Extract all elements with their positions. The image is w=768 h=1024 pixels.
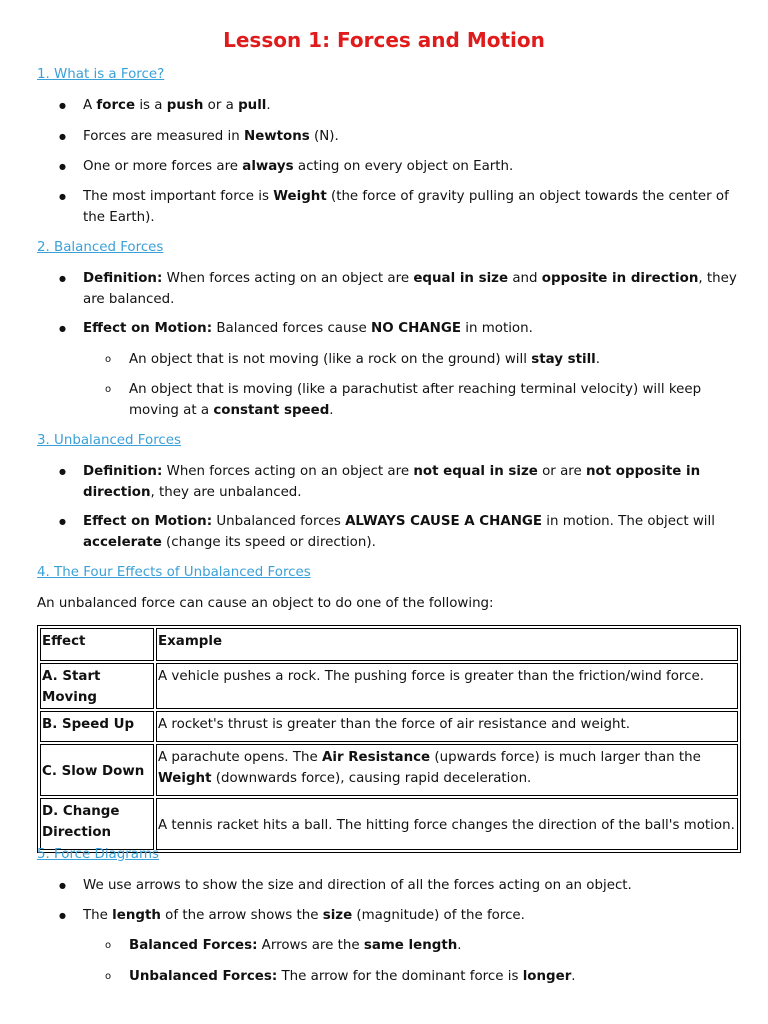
table-row: [40, 744, 738, 796]
text: or are: [537, 464, 586, 479]
text: and: [508, 271, 542, 286]
bullet-weight: [83, 186, 738, 228]
bullet-balanced-effect: [83, 318, 738, 339]
text-bold: constant speed: [213, 403, 330, 418]
subbullet-constant-speed: [129, 379, 738, 421]
column-header-effect: Effect: [40, 628, 154, 661]
text-bold: length: [112, 908, 161, 923]
text: An object that is not moving (like a rock on the ground) will: [129, 352, 532, 367]
page-title: Lesson 1: Forces and Motion: [223, 28, 545, 52]
text-bold: Weight: [158, 771, 212, 786]
table-row: [40, 798, 738, 850]
text-bold: Air Resistance: [321, 750, 431, 765]
subbullet-unbalanced-arrows: [129, 966, 738, 987]
text: Forces are measured in: [83, 129, 244, 144]
text: (magnitude) of the force.: [352, 908, 525, 923]
effect-cell: D. Change Direction: [40, 798, 154, 850]
example-cell: A tennis racket hits a ball. The hitting force changes the direction of the ball's motion.: [156, 798, 738, 850]
text: .: [457, 938, 462, 953]
bullet-balanced-definition: [83, 268, 738, 310]
text: (downwards force), causing rapid deceleration.: [211, 771, 532, 786]
text: .: [329, 403, 334, 418]
subbullet-stay-still: [129, 349, 738, 370]
text: Arrows are the: [257, 938, 364, 953]
text: When forces acting on an object are: [162, 464, 414, 479]
bullet-forces-always: [83, 156, 738, 177]
bullet-arrow-length: [83, 905, 738, 926]
text-bold: Definition:: [83, 271, 163, 286]
subbullet-balanced-arrows: [129, 935, 738, 956]
text: The arrow for the dominant force is: [277, 969, 523, 984]
section-heading-force-diagrams[interactable]: 5. Force Diagrams: [37, 847, 159, 862]
text: , they are balanced.: [83, 271, 737, 307]
text-bold: size: [322, 908, 353, 923]
text-bold: equal in size: [413, 271, 509, 286]
text-bold: pull: [238, 98, 267, 113]
section-heading-balanced-forces[interactable]: 2. Balanced Forces: [37, 240, 164, 255]
text-bold: Balanced Forces:: [129, 938, 258, 953]
example-cell: [156, 744, 738, 796]
section-heading-four-effects[interactable]: 4. The Four Effects of Unbalanced Forces: [37, 565, 311, 580]
text: acting on every object on Earth.: [293, 159, 514, 174]
section-heading-what-is-a-force[interactable]: 1. What is a Force?: [37, 67, 165, 82]
example-cell: A vehicle pushes a rock. The pushing force is greater than the friction/wind force.: [156, 663, 738, 709]
text: An object that is moving (like a parachutist after reaching terminal velocity) will keep moving at a: [129, 382, 702, 418]
effect-cell: A. Start Moving: [40, 663, 154, 709]
effect-cell: B. Speed Up: [40, 711, 154, 742]
text-bold: NO CHANGE: [370, 321, 461, 336]
bullet-force-units: [83, 126, 738, 147]
text: .: [595, 352, 601, 367]
text: The most important force is: [83, 189, 274, 204]
text: One or more forces are: [83, 159, 243, 174]
text-bold: not equal in size: [413, 464, 538, 479]
text-bold: Unbalanced Forces:: [129, 969, 278, 984]
text: The: [83, 908, 113, 923]
text-bold: force: [96, 98, 136, 113]
bullet-unbalanced-effect: [83, 511, 738, 553]
text: in motion.: [460, 321, 533, 336]
text: (N).: [309, 129, 339, 144]
table-row: [40, 663, 738, 709]
section-heading-unbalanced-forces[interactable]: 3. Unbalanced Forces: [37, 433, 182, 448]
text: of the arrow shows the: [160, 908, 323, 923]
text-bold: longer: [522, 969, 572, 984]
text: When forces acting on an object are: [162, 271, 414, 286]
text-bold: same length: [363, 938, 458, 953]
text-bold: stay still: [531, 352, 596, 367]
table-header-row: [40, 628, 738, 661]
text: or a: [203, 98, 239, 113]
text: A parachute opens. The: [158, 750, 322, 765]
text: (change its speed or direction).: [161, 535, 376, 550]
text-bold: Effect on Motion:: [83, 514, 213, 529]
effect-cell: C. Slow Down: [40, 744, 154, 796]
bullet-arrows: [83, 875, 738, 896]
text-bold: accelerate: [83, 535, 162, 550]
text-bold: not opposite in direction: [83, 464, 701, 500]
text-bold: Definition:: [83, 464, 163, 479]
text: (the force of gravity pulling an object towards the center of the Earth).: [83, 189, 729, 225]
text-bold: Weight: [273, 189, 327, 204]
text-bold: opposite in direction: [541, 271, 699, 286]
text: We use arrows to show the size and direction of all the forces acting on an object.: [83, 878, 632, 893]
text: .: [571, 969, 576, 984]
intro-paragraph: An unbalanced force can cause an object to do one of the following:: [37, 596, 494, 611]
text: .: [266, 98, 271, 113]
text-bold: push: [166, 98, 204, 113]
bullet-unbalanced-definition: [83, 461, 738, 503]
text: A: [83, 98, 97, 113]
table-row: [40, 711, 738, 742]
effects-table: [37, 625, 741, 853]
text: is a: [135, 98, 167, 113]
text-bold: always: [242, 159, 294, 174]
text: , they are unbalanced.: [150, 485, 302, 500]
text-bold: Effect on Motion:: [83, 321, 213, 336]
bullet-force-definition: [83, 95, 738, 116]
text: (upwards force) is much larger than the: [430, 750, 701, 765]
text: Unbalanced forces: [212, 514, 346, 529]
text-bold: ALWAYS CAUSE A CHANGE: [345, 514, 543, 529]
text: Balanced forces cause: [212, 321, 371, 336]
text: in motion. The object will: [542, 514, 715, 529]
example-cell: A rocket's thrust is greater than the force of air resistance and weight.: [156, 711, 738, 742]
text-bold: Newtons: [244, 129, 310, 144]
column-header-example: Example: [156, 628, 738, 661]
